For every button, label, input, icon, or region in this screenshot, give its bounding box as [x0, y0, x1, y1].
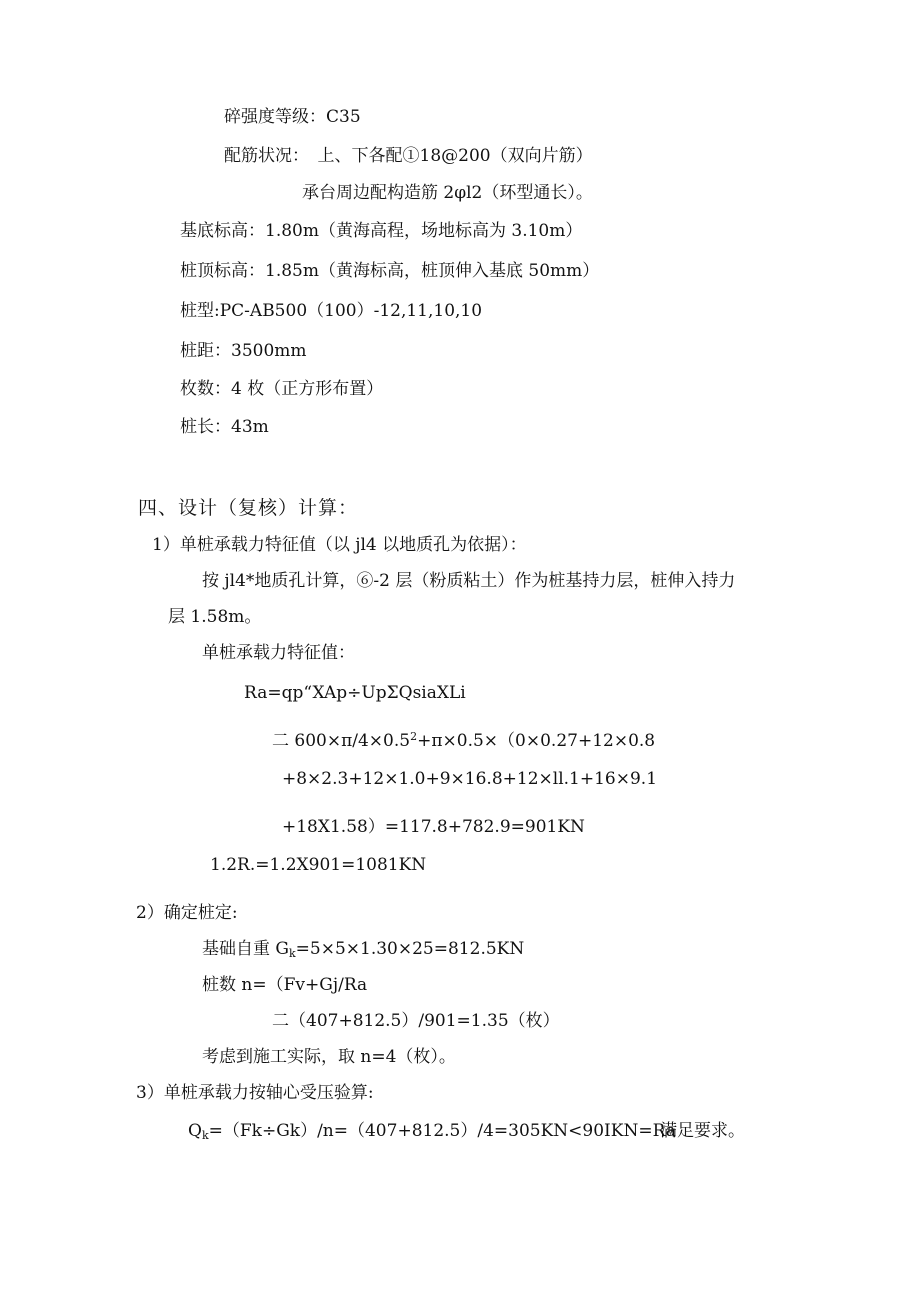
axial-check-a: Q	[188, 1121, 202, 1141]
calc-line-3: +18X1.58）=117.8+782.9=901KN	[282, 817, 585, 837]
pile-number-formula: 桩数 n=（Fv+Gj∕Ra	[202, 975, 368, 995]
section-title: 四、设计（复核）计算：	[138, 497, 359, 519]
pile-count: 枚数：4 枚（正方形布置）	[180, 379, 384, 399]
axial-check-result: 满足要求。	[660, 1121, 745, 1141]
pile-spacing: 桩距：3500mm	[180, 341, 307, 361]
pile-top-elevation: 桩顶标高：1.85m（黄海标高，桩顶伸入基底 50mm）	[180, 261, 600, 281]
foundation-weight-sub: k	[288, 947, 296, 960]
item3-title: 3）单桩承载力按轴心受压验算:	[136, 1083, 374, 1103]
item2-title: 2）确定桩定:	[136, 903, 238, 923]
calc-line-1-sup: 2	[410, 730, 418, 743]
pile-number-final: 考虑到施工实际，取 n=4（枚）。	[202, 1047, 456, 1067]
axial-check	[188, 1120, 676, 1142]
calc-line-1	[272, 730, 655, 752]
rebar-line-2: 承台周边配构造筋 2φl2（环型通长）。	[302, 183, 593, 203]
base-elevation: 基底标高：1.80m（黄海高程，场地标高为 3.10m）	[180, 221, 583, 241]
pile-length: 桩长：43m	[180, 417, 269, 437]
rebar-line-1: 配筋状况： 上、下各配①18@200（双向片筋）	[224, 146, 593, 166]
axial-check-b: =（Fk÷Gk）∕n=（407+812.5）/4=305KN<90IKN=Ra	[208, 1121, 676, 1141]
calc-line-1-a: 二 600×π/4×0.5	[272, 731, 411, 751]
calc-line-2: +8×2.3+12×1.0+9×16.8+12×ll.1+16×9.1	[282, 769, 658, 789]
item1-subtitle: 单桩承载力特征值：	[202, 643, 355, 663]
item1-title: 1）单桩承载力特征值（以 jl4 以地质孔为依据）：	[152, 535, 527, 555]
axial-check-sub: k	[201, 1129, 209, 1142]
pile-type: 桩型:PC-AB500（100）-12,11,10,10	[180, 301, 483, 321]
calc-line-4: 1.2R.=1.2X901=1081KN	[210, 855, 427, 875]
strength-grade: 碎强度等级：C35	[224, 107, 361, 127]
item1-text-b: 层 1.58m。	[168, 607, 262, 627]
formula: Ra=qp“XAp÷UpΣQsiaXLi	[244, 683, 466, 703]
foundation-weight-b: =5×5×1.30×25=812.5KN	[295, 939, 525, 959]
foundation-weight	[202, 938, 524, 960]
foundation-weight-a: 基础自重 G	[202, 939, 289, 959]
calc-line-1-b: +π×0.5×（0×0.27+12×0.8	[417, 731, 656, 751]
item1-text-a: 按 jl4*地质孔计算，⑥-2 层（粉质粘土）作为桩基持力层，桩伸入持力	[202, 571, 736, 591]
pile-number-calc: 二（407+812.5）/901=1.35（枚）	[272, 1011, 560, 1031]
